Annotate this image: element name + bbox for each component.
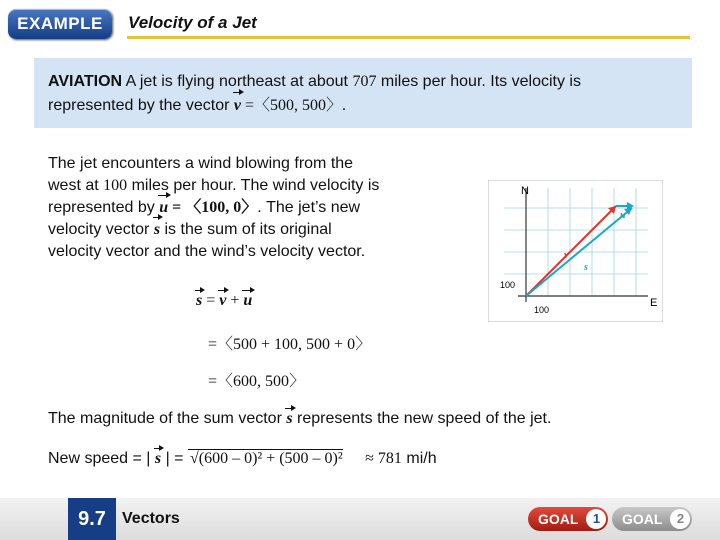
diagram-label-s: s (584, 262, 588, 273)
vector-u: u (159, 197, 168, 219)
speed-unit: mi/h (406, 450, 437, 467)
equation-sum: s = v + u (196, 292, 253, 309)
equation-step-3: =〈600, 500〉 (208, 373, 306, 390)
goal-1-button[interactable]: GOAL 1 (528, 507, 608, 531)
lesson-title: Vectors (122, 510, 180, 527)
diagram-label-v: v (564, 250, 569, 261)
lesson-number: 9.7 (68, 498, 116, 540)
speed-approx: ≈ 781 (365, 450, 402, 467)
magnitude-text: The magnitude of the sum vector s represents the new speed of the jet. (48, 410, 552, 427)
description-paragraph: The jet encounters a wind blowing from the west at 100 miles per hour. The wind velocity is represented by u = 〈100, 0〉. The jet’s new velocity vector s is the sum of its original velocity vector and the wind’s velocity vector. (48, 155, 380, 260)
speed-value: 707 (352, 73, 377, 90)
wind-speed: 100 (103, 177, 128, 194)
vector-diagram (488, 180, 663, 322)
equation-step-2: =〈500 + 100, 500 + 0〉 (208, 336, 372, 353)
intro-text: AVIATION A jet is flying northeast at about 707 miles per hour. Its velocity is represented by the vector v =〈500, 500〉. (48, 70, 678, 118)
intro-label: AVIATION (48, 73, 123, 90)
title-rule (127, 36, 690, 39)
page-title: Velocity of a Jet (128, 13, 257, 32)
tick-y-label: 100 (500, 280, 516, 290)
diagram-frame (488, 180, 663, 322)
new-speed-line: New speed = | s | = √(600 – 0)² + (500 – 0)² ≈ 781 mi/h (48, 450, 437, 467)
north-label: N (521, 185, 529, 197)
goal-2-button[interactable]: GOAL 2 (612, 507, 692, 531)
east-label: E (650, 297, 658, 309)
example-badge: EXAMPLE (8, 9, 112, 39)
tick-x-label: 100 (534, 305, 550, 315)
vector-v: v (234, 94, 241, 118)
radical: √(600 – 0)² + (500 – 0)² (189, 450, 343, 467)
vector-s: s (154, 219, 160, 241)
diagram-label-u: u (620, 210, 626, 221)
